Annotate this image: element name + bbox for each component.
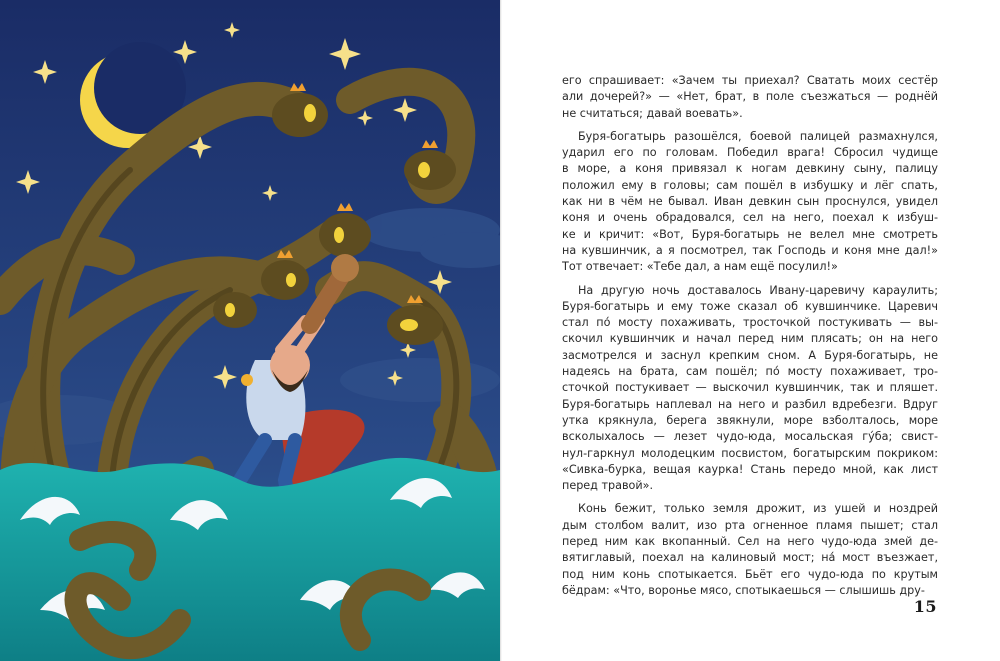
text-line: сточкой постукивает — выскочил кувшинчик, так и пляшет.	[562, 381, 938, 395]
text-line: на кувшинчик, а я посмотрел, так Господь и коня мне дал!»	[562, 243, 938, 257]
text-line: Буря-богатырь и ему тоже сказал об кувшинчике. Царевич	[562, 299, 938, 313]
text-line: Конь бежит, только земля дрожит, из ушей и ноздрей	[578, 502, 938, 516]
text-line: перед травой».	[562, 479, 654, 493]
text-line: вятиглавый, поехал на калиновый мост; на́ мост въезжает,	[562, 551, 938, 565]
text-line: его спрашивает: «Зачем ты приехал? Сватать моих сестёр	[562, 74, 938, 87]
text-line: Буря-богатырь разошёлся, боевой палицей размахнулся,	[578, 129, 938, 143]
text-page	[502, 0, 1000, 661]
text-line: надеясь на брата, сам пошёл; по́ мосту похаживает, тро-	[562, 365, 938, 379]
text-line: всколыхалось — лезет чудо-юда, мосальская гу́ба; свист-	[562, 430, 938, 444]
text-line: ке и кричит: «Вот, Буря-богатырь не велел мне смотреть	[562, 227, 938, 241]
text-line: Тот отвечает: «Тебе дал, а нам ещё посулил!»	[562, 260, 838, 274]
text-line: дым столбом валит, изо рта огненное пламя пышет; стал	[562, 518, 938, 532]
text-line: как ни в чём не бывал. Иван девкин сын проснулся, увидел	[562, 195, 938, 209]
text-line: коня и очень обрадовался, сел на него, поехал к избуш-	[562, 211, 938, 225]
text-line: На другую ночь доставалось Ивану-царевичу караулить;	[578, 283, 938, 297]
paragraph	[562, 129, 938, 276]
text-line: скочил кувшинчик и начал перед ним плясать; он на него	[562, 332, 938, 346]
page-number: 15	[913, 597, 937, 616]
text-line: Буря-богатырь наплевал на него и разбил вдребезги. Вдруг	[562, 397, 938, 411]
text-line: в море, а коня привязал к ногам девкину сыну, палицу	[562, 162, 938, 176]
text-line: под ним конь спотыкается. Бьёт его чудо-юда по крутым	[562, 567, 938, 581]
paragraph	[562, 283, 938, 495]
story-text	[562, 73, 938, 606]
paragraph	[562, 501, 938, 599]
text-line: «Сивка-бурка, вещая каурка! Стань передо мной, как лист	[562, 462, 938, 476]
text-line: утка крякнула, берега звякнули, море взболталось, море	[562, 413, 938, 427]
text-line: засмотрелся и заснул крепким сном. А Буря-богатырь, не	[562, 348, 938, 362]
text-line: стал по́ мосту похаживать, тросточкой постукивать — вы-	[562, 316, 938, 330]
text-line: не считаться; давай воевать».	[562, 106, 743, 120]
text-line: бёдрам: «Что, воронье мясо, спотыкаешься — слышишь дру-	[562, 583, 925, 597]
paragraph	[562, 73, 938, 122]
text-line: перед ним как вкопанный. Сел на него чудо-юда змей де-	[562, 535, 938, 549]
text-line: ударил его по головам. Победил врага! Сбросил чудище	[562, 146, 938, 160]
text-line: положил ему в головы; сам пошёл в избушку и лёг спать,	[562, 178, 938, 192]
text-line: али дочерей?» — «Нет, брат, в поле съезжаться — роднёй	[562, 90, 938, 104]
text-line: нул-гаркнул молодецким посвистом, богатырским покриком:	[562, 446, 938, 460]
